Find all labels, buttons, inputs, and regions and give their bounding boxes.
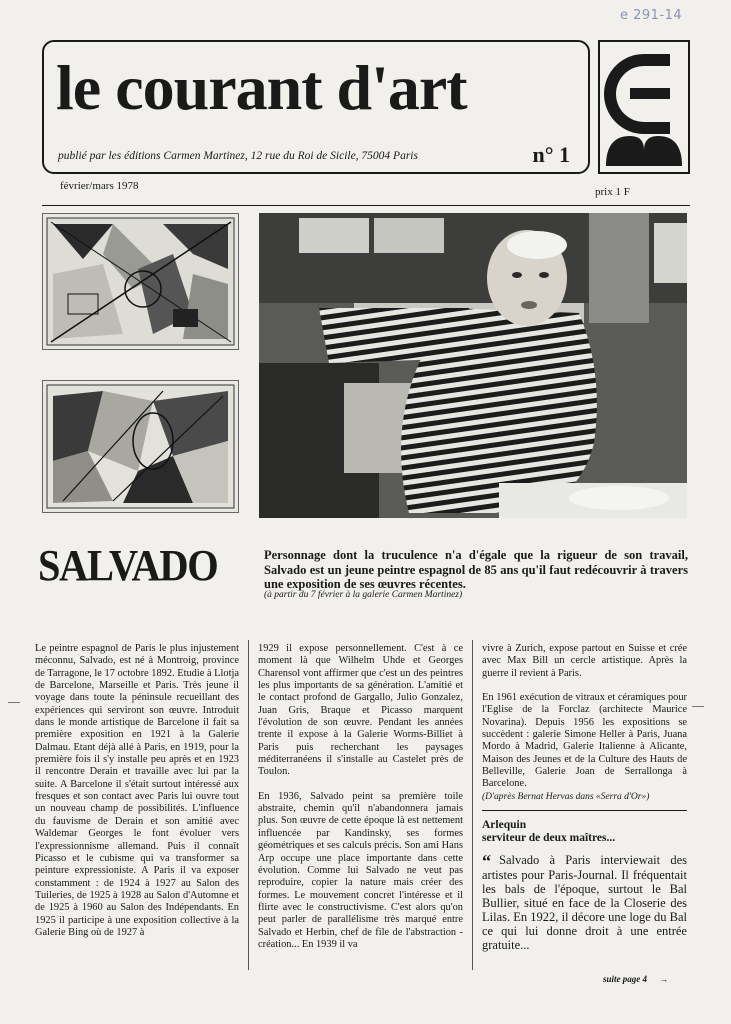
sidebar-heading-2: serviteur de deux maîtres... bbox=[482, 832, 616, 845]
column-3-paragraph-1: vivre à Zurich, expose partout en Suisse et crée avec Max Bill un cercle artistique. Après la guerre il revient à Paris. bbox=[482, 643, 687, 679]
cm-logo-icon bbox=[600, 42, 688, 172]
column-1-text: Le peintre espagnol de Paris le plus injustement méconnu, Salvado, est né à Montroig, province de Tarragone, le 17 octobre 1892. Etudie à Llotja de Barcelone, Marseille et Paris. Très jeune il voyage dans toute la péninsule recueillant des expériences qui serviront son œuvre. Introduit dans le monde artistique de Barcelone il fait sa première exposition en 1921 à la Galerie Dalmau. Etant déjà allé à Paris, en 1919, pour la première fois il s'y installe peu après et en 1923 il rencontre Derain et travaille avec lui par la suite. A Barcelone il s'était surtout intéressé aux fresques et son contact avec Paris lui ouvre tout un nouveau champ de possibilités. L'influence du fauvisme de Derain et son amitié avec Waldemar Georges le font évoluer vers l'expressionnisme allemand. Puis il connaît Picasso et le cubisme qui va transformer sa peinture expressioniste. A Paris il va exposer constamment : de 1924 à 1927 au Salon des Tuileries, de 1925 à 1928 au Salon d'Automne et de 1925 à 1960 au Salon des Indépendants. En 1925 il participe à une exposition collective à la Galerie Bing où de 1927 à bbox=[35, 643, 239, 938]
continued-text: suite page 4 bbox=[603, 974, 647, 984]
continued-note bbox=[603, 974, 668, 984]
sidebar-quote bbox=[482, 853, 687, 952]
article-headline: SALVADO bbox=[38, 541, 218, 590]
sidebar-rule bbox=[482, 810, 687, 811]
column-divider-2 bbox=[472, 640, 473, 970]
issue-date: février/mars 1978 bbox=[60, 180, 139, 192]
article-lead-note: (à partir du 7 février à la galerie Carmen Martinez) bbox=[264, 590, 463, 600]
article-column-3 bbox=[482, 643, 687, 952]
header-rule bbox=[42, 205, 690, 206]
fold-mark-right bbox=[692, 706, 704, 707]
publisher-line: publié par les éditions Carmen Martinez, 12 rue du Roi de Sicile, 75004 Paris bbox=[58, 150, 418, 162]
article-lead: Personnage dont la truculence n'a d'égale que la rigueur de son travail, Salvado est un jeune peintre espagnol de 85 ans qu'il faut redécouvrir à travers une exposition de ses œuvres récentes. bbox=[264, 548, 688, 591]
archive-handwritten-mark: e 291-14 bbox=[620, 8, 683, 23]
sidebar-quote-text: Salvado à Paris interviewait des artistes pour Paris-Journal. Il fréquentait les bals de l'époque, surtout le Bal Bullier, situé en face de la Closerie des Lilas. En 1922, il décore une loge du Bal ce qui lui donne droit à une entrée gratuite... bbox=[482, 853, 687, 953]
issue-price: prix 1 F bbox=[595, 186, 630, 198]
continued-arrow-icon: → bbox=[659, 974, 669, 984]
newspaper-title: le courant d'art bbox=[56, 52, 467, 123]
column-3-paragraph-2: En 1961 exécution de vitraux et céramiques pour l'Eglise de la Forclaz (architecte Maurice Novarina). Depuis 1956 les expositions se succèdent : galerie Simone Heller à Paris, Juana Mordo à Madrid, Galerie Italienne à Alicante, Maison des Jeunes et de la Culture des Hauts de Belleville, Galerie Joan de Serrallonga à Barcelone. bbox=[482, 692, 687, 790]
issue-number: n° 1 bbox=[532, 142, 570, 167]
article-column-2 bbox=[258, 643, 463, 951]
sidebar-heading-1: Arlequin bbox=[482, 819, 527, 832]
artwork-top-image bbox=[42, 213, 239, 350]
masthead bbox=[42, 40, 590, 174]
quote-mark: “ bbox=[482, 851, 491, 872]
column-2-paragraph-1: 1929 il expose personnellement. C'est à ce moment là que Wilhelm Uhde et Georges Charensol vont affirmer que c'est un des peintres les plus importants de sa génération. L'amitié et le contact profond de Gargallo, Julio Gonzalez, Juan Gris, Braque et Picasso marquent l'évolution de son œuvre. Pendant les années trente il expose à la Galerie Worms-Billiet à Paris puis recherchant les paysages méditerranéens il s'installe au Castelet près de Toulon. bbox=[258, 643, 463, 778]
column-divider-1 bbox=[248, 640, 249, 970]
article-credit: (D'après Bernat Hervas dans «Serra d'Or») bbox=[482, 791, 650, 802]
article-column-1 bbox=[35, 643, 239, 939]
cm-logo bbox=[598, 40, 690, 174]
artwork-bottom-image bbox=[42, 380, 239, 513]
fold-mark-left bbox=[8, 702, 20, 703]
portrait-photo bbox=[259, 213, 687, 518]
column-2-paragraph-2: En 1936, Salvado peint sa première toile abstraite, chemin qu'il n'abandonnera jamais plus. Son œuvre de cette époque là est nettement influencée par Kandinsky, ses formes géométriques et ses calculs précis. Son ami Hans Arp occupe une place importante dans cette évolution. Comme lui Salvado ne veut pas reproduire, copier la nature mais créer des formes. Le mouvement concret l'intéresse et il flirte avec le constructivisme. C'est alors qu'on peut parler de parallélisme très marqué entre Salvado et Herbin, chef de file de l'abstraction - création... En 1939 il va bbox=[258, 790, 463, 950]
